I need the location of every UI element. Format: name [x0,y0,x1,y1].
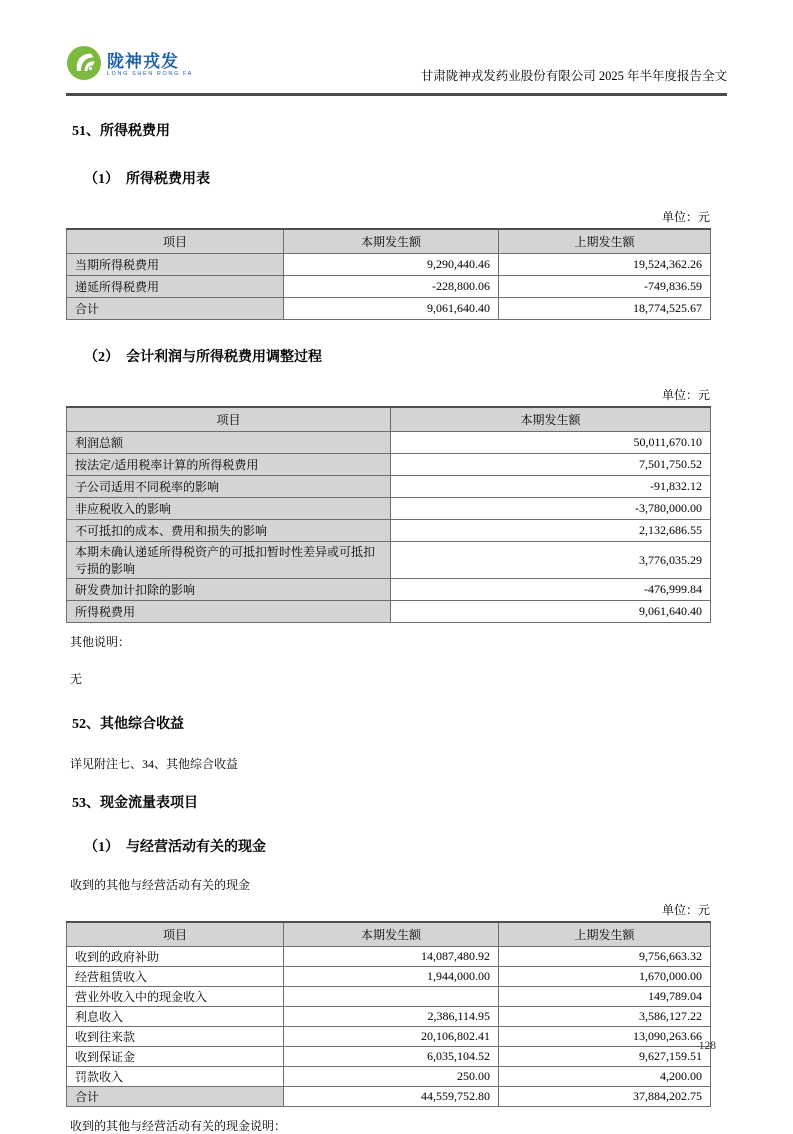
cell-prior: 9,756,663.32 [499,947,711,967]
section-53-intro: 收到的其他与经营活动有关的现金 [70,878,251,892]
cell-item: 合计 [67,298,284,320]
cell-item: 合计 [67,1087,284,1107]
cell-current [284,987,499,1007]
other-note-label: 其他说明： [70,635,131,649]
col-header-current: 本期发生额 [284,922,499,947]
table-row [67,1027,711,1047]
cell-prior: 18,774,525.67 [499,298,711,320]
logo-icon [66,45,102,86]
cell-current: -3,780,000.00 [391,498,711,520]
cell-item: 当期所得税费用 [67,254,284,276]
cell-item: 利润总额 [67,432,391,454]
table-row [67,520,711,542]
cell-item: 研发费加计扣除的影响 [67,579,391,601]
cell-prior: -749,836.59 [499,276,711,298]
col-header-prior: 上期发生额 [499,922,711,947]
section-53-closing: 收到的其他与经营活动有关的现金说明： [70,1119,287,1133]
section-51-1-heading: （1） 所得税费用表 [84,172,210,187]
table-row [67,1007,711,1027]
table-header-row [67,922,711,947]
unit-label: 单位：元 [661,388,710,402]
table-row [67,254,711,276]
header-divider [66,93,727,96]
table-row [67,947,711,967]
cell-current: 2,132,686.55 [391,520,711,542]
other-note-value: 无 [70,672,83,686]
income-tax-expense-table [66,228,711,320]
document-title: 甘肃陇神戎发药业股份有限公司 2025 年半年度报告全文 [420,69,727,83]
cell-current: -228,800.06 [284,276,499,298]
table-row [67,967,711,987]
cell-item: 所得税费用 [67,601,391,623]
cell-item: 收到保证金 [67,1047,284,1067]
unit-label: 单位：元 [661,210,710,224]
cell-current: 9,290,440.46 [284,254,499,276]
col-header-current: 本期发生额 [284,229,499,254]
cell-current: 44,559,752.80 [284,1087,499,1107]
table-row [67,987,711,1007]
col-header-item: 项目 [67,922,284,947]
brand-name-cn: 陇神戎发 [107,52,179,72]
cell-item: 本期未确认递延所得税资产的可抵扣暂时性差异或可抵扣亏损的影响 [67,542,391,579]
table-row [67,579,711,601]
cell-current: 250.00 [284,1067,499,1087]
cell-item: 利息收入 [67,1007,284,1027]
cell-current: 1,944,000.00 [284,967,499,987]
table-row [67,454,711,476]
table-row-total [67,1087,711,1107]
col-header-item: 项目 [67,407,391,432]
table-row [67,432,711,454]
cell-current: 9,061,640.40 [284,298,499,320]
cell-current: -476,999.84 [391,579,711,601]
col-header-prior: 上期发生额 [499,229,711,254]
cell-prior: 13,090,263.66 [499,1027,711,1047]
cell-item: 营业外收入中的现金收入 [67,987,284,1007]
table-row [67,476,711,498]
section-51-2-heading: （2） 会计利润与所得税费用调整过程 [84,350,322,365]
cell-current: 20,106,802.41 [284,1027,499,1047]
table-row-total [67,601,711,623]
table-row [67,1047,711,1067]
cell-current: 7,501,750.52 [391,454,711,476]
page-header [66,46,727,86]
cell-prior: 1,670,000.00 [499,967,711,987]
cell-prior: 19,524,362.26 [499,254,711,276]
cell-current: -91,832.12 [391,476,711,498]
section-51-heading: 51、所得税费用 [72,124,170,139]
section-52-heading: 52、其他综合收益 [72,717,184,732]
cell-current: 14,087,480.92 [284,947,499,967]
cell-prior: 4,200.00 [499,1067,711,1087]
cell-item: 子公司适用不同税率的影响 [67,476,391,498]
cell-item: 非应税收入的影响 [67,498,391,520]
cell-current: 50,011,670.10 [391,432,711,454]
section-53-heading: 53、现金流量表项目 [72,796,198,811]
cell-prior: 37,884,202.75 [499,1087,711,1107]
page-number: 128 [698,1040,716,1052]
table-header-row [67,229,711,254]
cell-item: 不可抵扣的成本、费用和损失的影响 [67,520,391,542]
unit-label: 单位：元 [661,903,710,917]
table-header-row [67,407,711,432]
tax-reconciliation-table [66,406,711,623]
cell-prior: 9,627,159.51 [499,1047,711,1067]
table-row-total [67,298,711,320]
col-header-current: 本期发生额 [391,407,711,432]
cell-item: 罚款收入 [67,1067,284,1087]
cell-current: 2,386,114.95 [284,1007,499,1027]
col-header-item: 项目 [67,229,284,254]
cell-item: 按法定/适用税率计算的所得税费用 [67,454,391,476]
table-row [67,1067,711,1087]
table-row [67,498,711,520]
operating-cash-received-table [66,921,711,1107]
cell-item: 收到的政府补助 [67,947,284,967]
cell-current: 6,035,104.52 [284,1047,499,1067]
cell-prior: 3,586,127.22 [499,1007,711,1027]
cell-item: 收到往来款 [67,1027,284,1047]
logo-wordmark [107,53,193,78]
section-52-note: 详见附注七、34、其他综合收益 [70,757,239,771]
cell-item: 经营租赁收入 [67,967,284,987]
table-row [67,276,711,298]
cell-item: 递延所得税费用 [67,276,284,298]
cell-current: 3,776,035.29 [391,542,711,579]
brand-name-en: LONG SHEN RONG FA [107,71,193,78]
company-logo [66,45,193,86]
cell-prior: 149,789.04 [499,987,711,1007]
cell-current: 9,061,640.40 [391,601,711,623]
section-53-1-heading: （1） 与经营活动有关的现金 [84,840,266,855]
table-row [67,542,711,579]
